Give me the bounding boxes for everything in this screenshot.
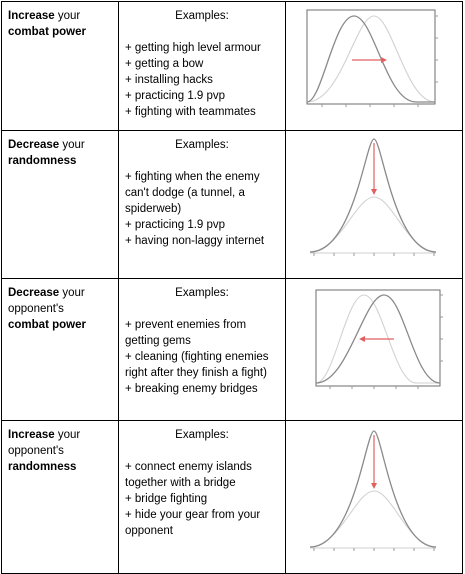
distribution-figure: [286, 131, 463, 279]
list-item: + installing hacks: [125, 74, 213, 86]
heading-text: opponent's: [8, 303, 64, 315]
examples-cell: [119, 2, 286, 131]
table-row: [2, 421, 463, 574]
list-item: + practicing 1.9 pvp: [125, 219, 226, 231]
list-item: + cleaning (fighting enemies right after they finish a fight): [125, 351, 269, 379]
examples-list: [119, 40, 285, 120]
list-item: + bridge fighting: [125, 493, 208, 505]
narrow-spread-plot: [286, 131, 462, 272]
heading-bold: Increase: [8, 429, 55, 441]
wide-spread-plot: [286, 421, 462, 567]
list-item: + prevent enemies from getting gems: [125, 319, 247, 347]
heading-bold: combat power: [8, 26, 86, 38]
table-row: [2, 131, 463, 279]
examples-list: [119, 459, 285, 539]
examples-list: [119, 317, 285, 397]
heading-text: opponent's: [8, 445, 64, 457]
examples-title: Examples:: [175, 429, 229, 441]
list-item: + connect enemy islands together with a bridge: [125, 461, 252, 489]
distribution-figure: [286, 421, 463, 574]
list-item: + fighting when the enemy can't dodge (a tunnel, a spiderweb): [125, 171, 260, 215]
examples-title: Examples:: [175, 10, 229, 22]
list-item: + having non-laggy internet: [125, 235, 265, 247]
arrow-head: [371, 189, 377, 195]
examples-cell: [119, 421, 286, 574]
narrow-curve: [310, 139, 436, 252]
heading-bold: Decrease: [8, 139, 60, 151]
heading-text: your: [59, 287, 85, 299]
list-item: + getting a bow: [125, 58, 204, 70]
examples-title: Examples:: [175, 287, 229, 299]
row-heading: [2, 421, 119, 574]
examples-cell: [119, 131, 286, 279]
table-row: [2, 279, 463, 421]
examples-list: [119, 169, 285, 249]
table-row: [2, 2, 463, 131]
distribution-figure: [286, 279, 463, 421]
strategy-table: [1, 1, 463, 574]
list-item: + fighting with teammates: [125, 106, 256, 118]
row-heading: [2, 2, 119, 131]
shift-right-plot: [286, 2, 462, 124]
heading-bold: Decrease: [8, 287, 60, 299]
distribution-figure: [286, 2, 463, 131]
heading-text: your: [54, 10, 81, 22]
heading-bold: randomness: [8, 155, 77, 167]
arrow-head: [371, 483, 377, 489]
list-item: + breaking enemy bridges: [125, 383, 258, 395]
list-item: + practicing 1.9 pvp: [125, 90, 226, 102]
narrow-curve: [310, 431, 436, 547]
plot-frame: [307, 10, 435, 104]
shift-left-plot: [286, 279, 462, 414]
row-heading: [2, 279, 119, 421]
list-item: + getting high level armour: [125, 42, 261, 54]
row-heading: [2, 131, 119, 279]
heading-bold: combat power: [8, 319, 86, 331]
heading-bold: randomness: [8, 461, 77, 473]
examples-cell: [119, 279, 286, 421]
heading-bold: Increase: [8, 10, 55, 22]
heading-text: your: [59, 139, 85, 151]
list-item: + hide your gear from your opponent: [125, 509, 261, 537]
heading-text: your: [54, 429, 81, 441]
examples-title: Examples:: [175, 139, 229, 151]
